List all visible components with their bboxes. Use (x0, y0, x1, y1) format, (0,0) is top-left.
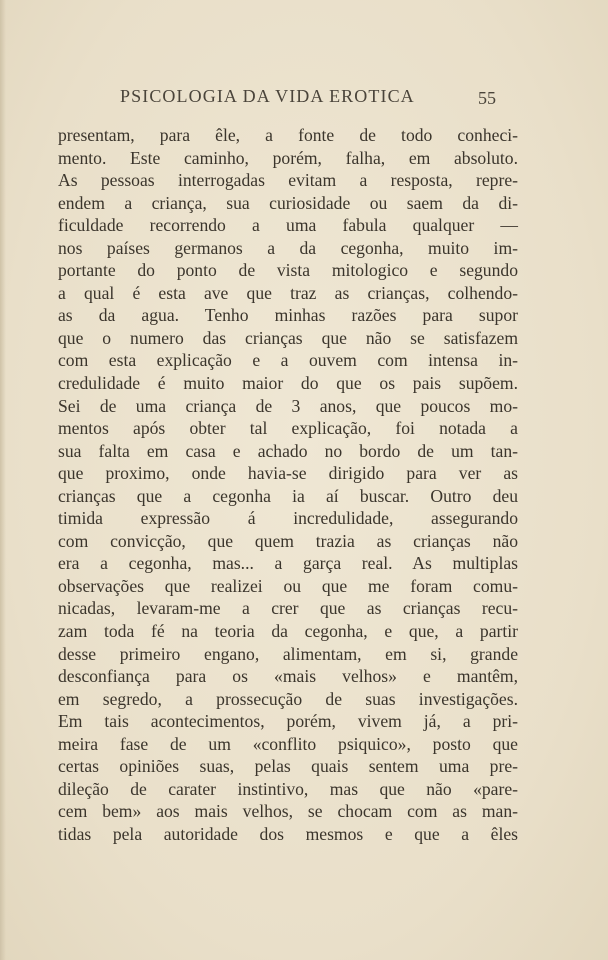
text-line: crianças que a cegonha ia aí buscar. Outro deu (58, 485, 518, 506)
text-line: mentos após obter tal explicação, foi notada a (58, 418, 518, 439)
text-line: desconfiança para os «mais velhos» e mantêm, (58, 666, 518, 687)
text-line: observações que realizei ou que me foram comu- (58, 575, 518, 596)
text-line: Em tais acontecimentos, porém, vivem já, a pri- (58, 711, 518, 732)
text-line: certas opiniões suas, pelas quais sentem uma pre- (58, 756, 518, 777)
page-edge-shadow (0, 0, 6, 960)
text-line: dileção de carater instintivo, mas que não «pare- (58, 778, 518, 799)
text-line: cem bem» aos mais velhos, se chocam com as man- (58, 801, 518, 822)
text-line: portante do ponto de vista mitologico e segundo (58, 260, 518, 281)
page-header (0, 86, 608, 112)
text-line: a qual é esta ave que traz as crianças, colhendo- (58, 282, 518, 303)
text-line: ficuldade recorrendo a uma fabula qualquer — (58, 215, 518, 236)
text-line: que proximo, onde havia-se dirigido para ver as (58, 463, 518, 484)
text-line: timida expressão á incredulidade, assegurando (58, 508, 518, 529)
text-line: zam toda fé na teoria da cegonha, e que, a partir (58, 621, 518, 642)
text-line: Sei de uma criança de 3 anos, que poucos mo- (58, 395, 518, 416)
text-line: endem a criança, sua curiosidade ou saem da di- (58, 192, 518, 213)
text-line: nicadas, levaram-me a crer que as crianças recu- (58, 598, 518, 619)
text-line: credulidade é muito maior do que os pais supõem. (58, 373, 518, 394)
text-line: era a cegonha, mas... a garça real. As multiplas (58, 553, 518, 574)
text-line: desse primeiro engano, alimentam, em si, grande (58, 643, 518, 664)
text-line: mento. Este caminho, porém, falha, em absoluto. (58, 147, 518, 168)
text-line: com esta explicação e a ouvem com intensa in- (58, 350, 518, 371)
text-line: sua falta em casa e achado no bordo de um tan- (58, 440, 518, 461)
text-line: presentam, para êle, a fonte de todo conheci- (58, 125, 518, 145)
body-text (58, 124, 518, 846)
text-line: que o numero das crianças que não se satisfazem (58, 327, 518, 348)
running-title: PSICOLOGIA DA VIDA EROTICA (120, 86, 415, 106)
text-line: as da agua. Tenho minhas razões para supor (58, 305, 518, 326)
text-line: As pessoas interrogadas evitam a resposta, repre- (58, 170, 518, 191)
page-number: 55 (478, 88, 496, 108)
text-line: tidas pela autoridade dos mesmos e que a êles (58, 823, 518, 844)
text-line: com convicção, que quem trazia as crianças não (58, 530, 518, 551)
text-line: em segredo, a prossecução de suas investigações. (58, 688, 518, 709)
text-line: meira fase de um «conflito psiquico», posto que (58, 733, 518, 754)
text-line: nos países germanos a da cegonha, muito im- (58, 237, 518, 258)
